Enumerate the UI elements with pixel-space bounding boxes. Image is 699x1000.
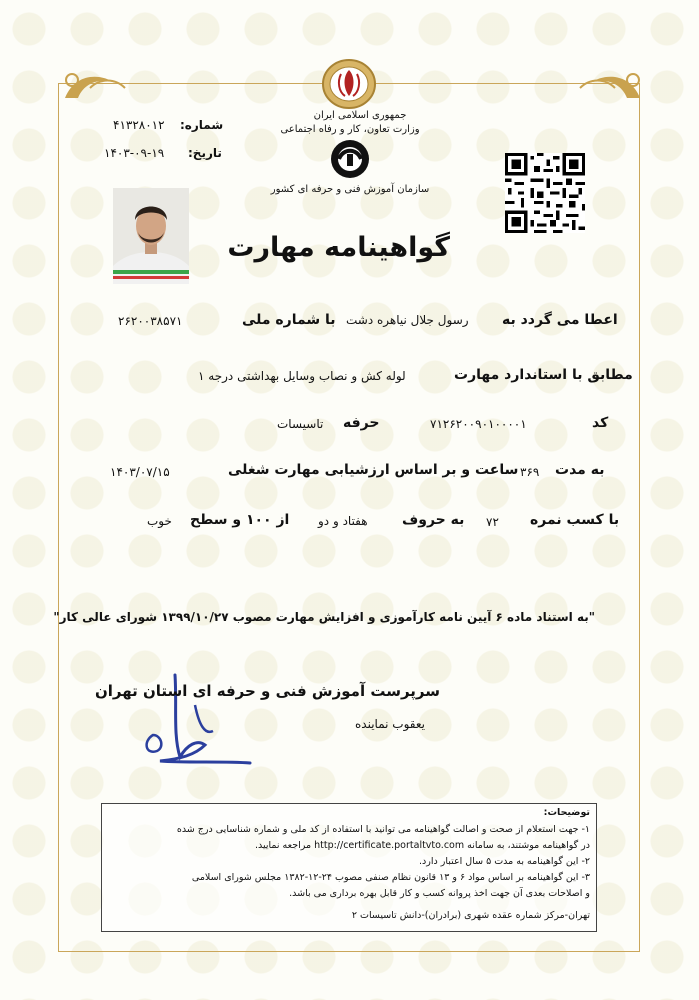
- country-name: جمهوری اسلامی ایران: [313, 110, 407, 121]
- notes-line-5: و اصلاحات بعدی آن جهت اخذ پروانه کسب و کار قابل بهره برداری می باشد.: [289, 888, 590, 899]
- level-value: خوب: [147, 514, 172, 528]
- profession-value: تاسیسات: [277, 417, 324, 431]
- evaluation-label: ساعت و بر اساس ارزشیابی مهارت شغلی: [228, 462, 519, 478]
- reference-number: ۴۱۳۲۸۰۱۲: [113, 118, 165, 132]
- issue-date: ۱۴۰۳-۰۹-۱۹: [104, 146, 165, 160]
- letters-value: هفتاد و دو: [318, 514, 368, 528]
- supervisor-name: یعقوب نماینده: [355, 717, 425, 731]
- notes-line-2: در گواهینامه موشتند، به سامانه http://certificate.portaltvto.com مراجعه نمایید.: [254, 840, 590, 851]
- right-corner-ornament: [575, 68, 645, 108]
- level-label: از ۱۰۰ و سطح: [190, 512, 290, 528]
- standard-value: لوله کش و نصاب وسایل بهداشتی درجه ۱: [198, 369, 406, 383]
- score-value: ۷۲: [486, 515, 499, 529]
- tvto-logo-icon: [325, 138, 375, 180]
- profession-label: حرفه: [343, 415, 380, 431]
- holder-photo: [113, 188, 189, 284]
- notes-heading: توضیحات:: [543, 807, 590, 818]
- national-id-label: با شماره ملی: [242, 312, 336, 328]
- number-label: شماره:: [180, 118, 224, 132]
- duration-label: به مدت: [555, 462, 605, 478]
- legal-basis: "به استناد ماده ۶ آیین نامه کارآموزی و افزایش مهارت مصوب ۱۳۹۹/۱۰/۲۷ شورای عالی کار": [53, 610, 595, 624]
- iran-emblem-icon: [321, 58, 377, 110]
- notes-box: [101, 803, 597, 932]
- certificate-title: گواهینامه مهارت: [227, 232, 450, 263]
- duration-value: ۳۶۹: [520, 465, 540, 479]
- notes-line-1: ۱- جهت استعلام از صحت و اصالت گواهینامه می توانید با استفاده از کد ملی و شماره شناسایی درج شده: [176, 824, 590, 835]
- notes-line-3: ۲- این گواهینامه به مدت ۵ سال اعتبار دارد.: [419, 856, 590, 867]
- code-value: ۷۱۲۶۲۰۰۹۰۱۰۰۰۰۱: [430, 417, 527, 431]
- evaluation-date: ۱۴۰۳/۰۷/۱۵: [110, 465, 170, 479]
- organization-name: سازمان آموزش فنی و حرفه ای کشور: [270, 184, 430, 195]
- notes-line-4: ۳- این گواهینامه بر اساس مواد ۶ و ۱۳ قانون نظام صنفی مصوب ۲۴-۱۲-۱۳۸۲ مجلس شورای اسلامی: [191, 872, 590, 883]
- standard-label: مطابق با استاندارد مهارت: [454, 367, 633, 383]
- supervisor-title: سرپرست آموزش فنی و حرفه ای استان تهران: [94, 682, 440, 700]
- letters-label: به حروف: [402, 512, 465, 528]
- qr-code[interactable]: [505, 153, 585, 233]
- awarded-label: اعطا می گردد به: [502, 312, 618, 328]
- code-label: کد: [592, 415, 609, 431]
- notes-footer: تهران-مرکز شماره عقده شهری (برادران)-دانش تاسیسات ۲: [351, 910, 590, 921]
- national-id: ۲۶۲۰۰۳۸۵۷۱: [118, 314, 183, 328]
- holder-name: رسول جلال نیاهره دشت: [346, 313, 469, 327]
- date-label: تاریخ:: [188, 146, 222, 160]
- left-corner-ornament: [60, 68, 130, 108]
- ministry-name: وزارت تعاون، کار و رفاه اجتماعی: [280, 124, 420, 135]
- score-label: با کسب نمره: [530, 512, 620, 528]
